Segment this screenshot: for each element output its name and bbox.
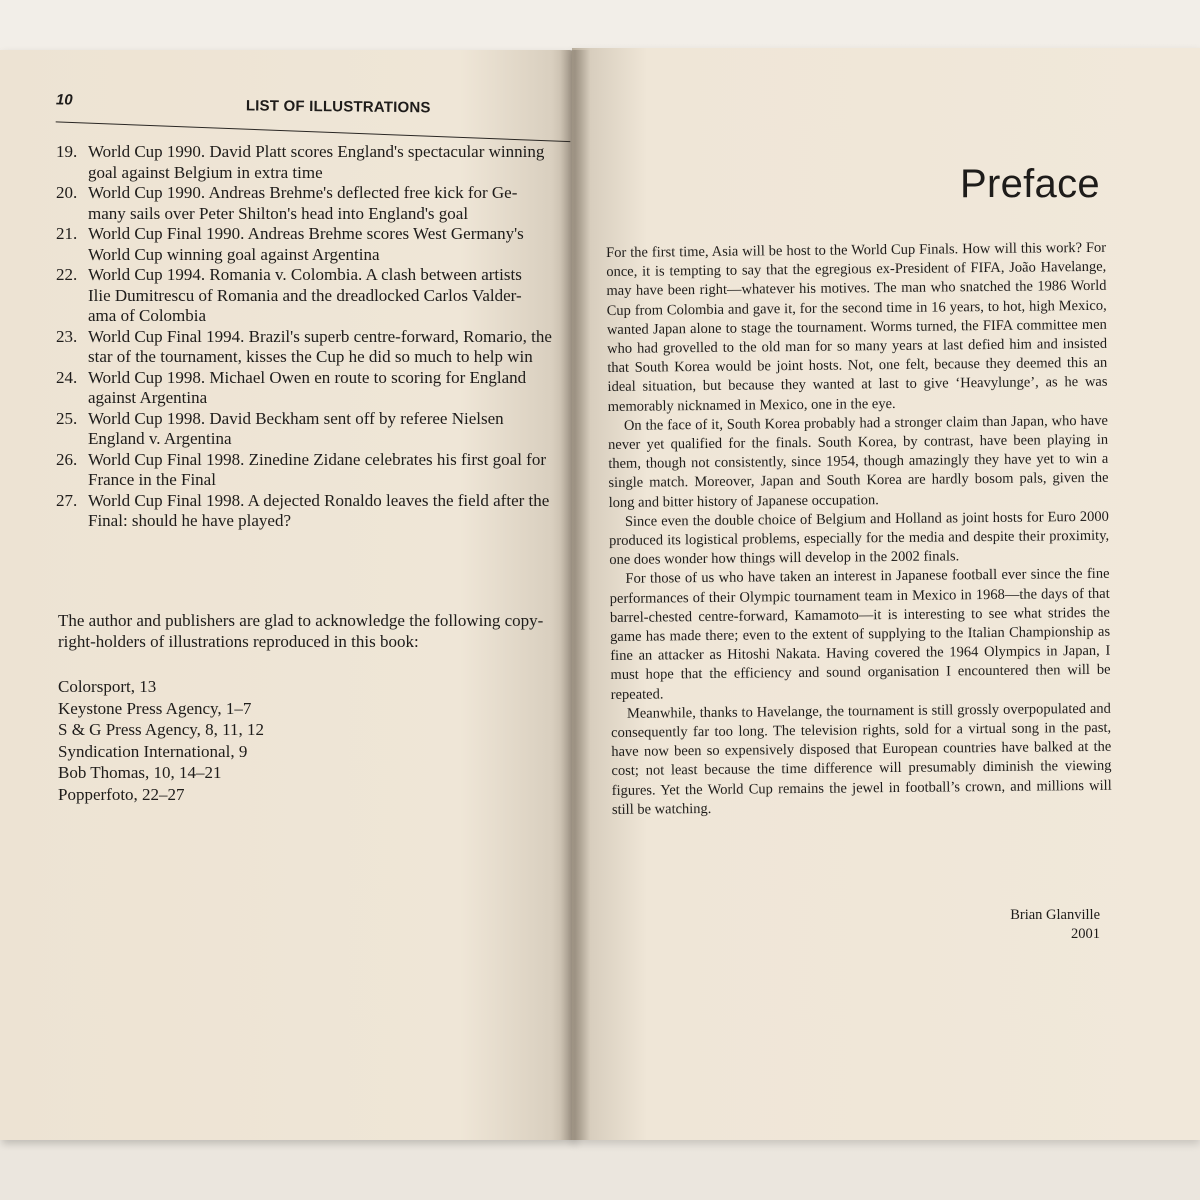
preface-paragraph: For the first time, Asia will be host to the World Cup Finals. How will this work? For once, it is tempting to say that the egregious ex-President of FIFA, João Havelange, may have been right—whatever his motives. The man who snatched the 1986 World Cup from Colombia and gave it, for the second time in 16 years, to hot, high Mexico, wanted Japan alone to stage the tournament. Worms turned, the FIFA committee men who had grovelled to the old man for so many years at last defied him and insisted that South Korea would be joint hosts. Not, one felt, because they deemed this an ideal situation, but because they wanted at last to give ‘Heavylunge’, as he was memorably nicknamed in Mexico, one in the eye. [606, 239, 1108, 415]
illustration-item [56, 450, 575, 491]
preface-title: Preface [960, 162, 1100, 206]
illustration-number: 23. [56, 326, 78, 346]
illustration-caption-line: World Cup Final 1990. Andreas Brehme scores West Germany's [88, 224, 524, 243]
illustration-caption-line: World Cup 1994. Romania v. Colombia. A clash between artists [88, 265, 522, 284]
illustration-caption-line: World Cup 1998. Michael Owen en route to scoring for England [88, 367, 527, 387]
illustration-caption-line: World Cup 1990. David Platt scores England's spectacular winning [88, 142, 545, 161]
illustration-item [56, 368, 575, 409]
credit-item: S & G Press Agency, 8, 11, 12 [58, 720, 265, 739]
illustration-item [56, 224, 575, 265]
illustration-item [56, 327, 575, 368]
illustration-item [56, 491, 575, 532]
credit-item: Bob Thomas, 10, 14–21 [58, 763, 222, 782]
left-page [0, 50, 575, 1140]
credit-item: Keystone Press Agency, 1–7 [58, 698, 252, 718]
illustration-caption-line: star of the tournament, kisses the Cup he did so much to help win [88, 347, 533, 366]
open-book [0, 30, 1200, 1160]
illustration-caption-line: France in the Final [88, 470, 216, 489]
credit-item: Popperfoto, 22–27 [58, 784, 185, 804]
preface-paragraph: Meanwhile, thanks to Havelange, the tournament is still grossly overpopulated and consequently far too long. The television rights, sold for a virtual song in the past, have now been so expensively disposed that European countries have balked at the cost; not least because the time difference will presumably diminish the viewing figures. Yet the World Cup remains the jewel in football’s crown, and millions will still be watching. [611, 700, 1112, 818]
acknowledgement-line: right-holders of illustrations reproduced in this book: [58, 632, 419, 651]
running-head-title: LIST OF ILLUSTRATIONS [245, 97, 431, 117]
illustration-caption-line: against Argentina [88, 388, 208, 407]
preface-paragraph: Since even the double choice of Belgium and Holland as joint hosts for Euro 2000 produced its logistical problems, especially for the media and despite their proximity, one does wonder how things will develop in the 2002 finals. [609, 508, 1110, 569]
preface-body [606, 239, 1112, 820]
illustration-caption-line: World Cup Final 1998. A dejected Ronaldo leaves the field after the [88, 490, 550, 510]
illustration-number: 21. [56, 224, 78, 243]
illustration-number: 26. [56, 449, 78, 469]
book-gutter [560, 50, 590, 1140]
illustration-number: 22. [56, 265, 78, 284]
illustration-caption-line: England v. Argentina [88, 429, 232, 448]
illustration-number: 27. [56, 490, 78, 510]
signature [960, 906, 1100, 944]
illustration-caption-line: World Cup Final 1994. Brazil's superb centre-forward, Romario, the [88, 326, 552, 346]
acknowledgement-text [58, 610, 575, 652]
illustration-number: 25. [56, 408, 78, 428]
credits-list [58, 676, 264, 805]
illustration-number: 20. [56, 183, 78, 202]
acknowledgement-line: The author and publishers are glad to acknowledge the following copy- [58, 611, 544, 630]
illustration-caption-line: World Cup 1990. Andreas Brehme's deflected free kick for Ge- [88, 183, 518, 202]
illustration-item [56, 142, 575, 183]
illustration-number: 19. [56, 142, 78, 161]
illustration-caption-line: World Cup 1998. David Beckham sent off by referee Nielsen [88, 408, 504, 428]
illustration-caption-line: World Cup winning goal against Argentina [88, 244, 380, 264]
illustrations-list [56, 142, 575, 532]
illustration-number: 24. [56, 367, 78, 387]
preface-paragraph: On the face of it, South Korea probably had a stronger claim than Japan, who have never yet qualified for the finals. South Korea, by contrast, have been playing in them, though not consistently, since 1954, though amazingly they have yet to win a single match. Moreover, Japan and South Korea are hardly bosom pals, given the long and bitter history of Japanese occupation. [608, 412, 1109, 511]
signature-year: 2001 [1071, 926, 1100, 942]
illustration-caption-line: World Cup Final 1998. Zinedine Zidane celebrates his first goal for [88, 449, 546, 469]
credit-item: Syndication International, 9 [58, 741, 248, 761]
illustration-item [56, 183, 575, 224]
illustration-caption-line: Ilie Dumitrescu of Romania and the dreadlocked Carlos Valder- [88, 285, 522, 305]
illustration-item [56, 409, 575, 450]
running-head [55, 91, 556, 117]
illustration-item [56, 265, 575, 327]
illustration-caption-line: many sails over Peter Shilton's head into England's goal [88, 203, 469, 223]
page-number: 10 [55, 91, 73, 109]
credit-item: Colorsport, 13 [58, 677, 157, 696]
author-name: Brian Glanville [1010, 907, 1100, 923]
illustration-caption-line: goal against Belgium in extra time [88, 162, 323, 182]
illustration-caption-line: ama of Colombia [88, 306, 207, 325]
illustration-caption-line: Final: should he have played? [88, 511, 292, 530]
header-rule [56, 121, 571, 142]
preface-paragraph: For those of us who have taken an interest in Japanese football ever since the fine performances of their Olympic tournament team in Mexico in 1968—the days of that barrel-chested centre-forward, Kamamoto—it is interesting to see what strides the game has made there; even to the extent of supplying to the Italian Championship as fine an attacker as Hitoshi Nakata. Having covered the 1964 Olympics in Japan, I must hope that the efficiency and sound organisation I encountered then will be repeated. [609, 566, 1111, 703]
